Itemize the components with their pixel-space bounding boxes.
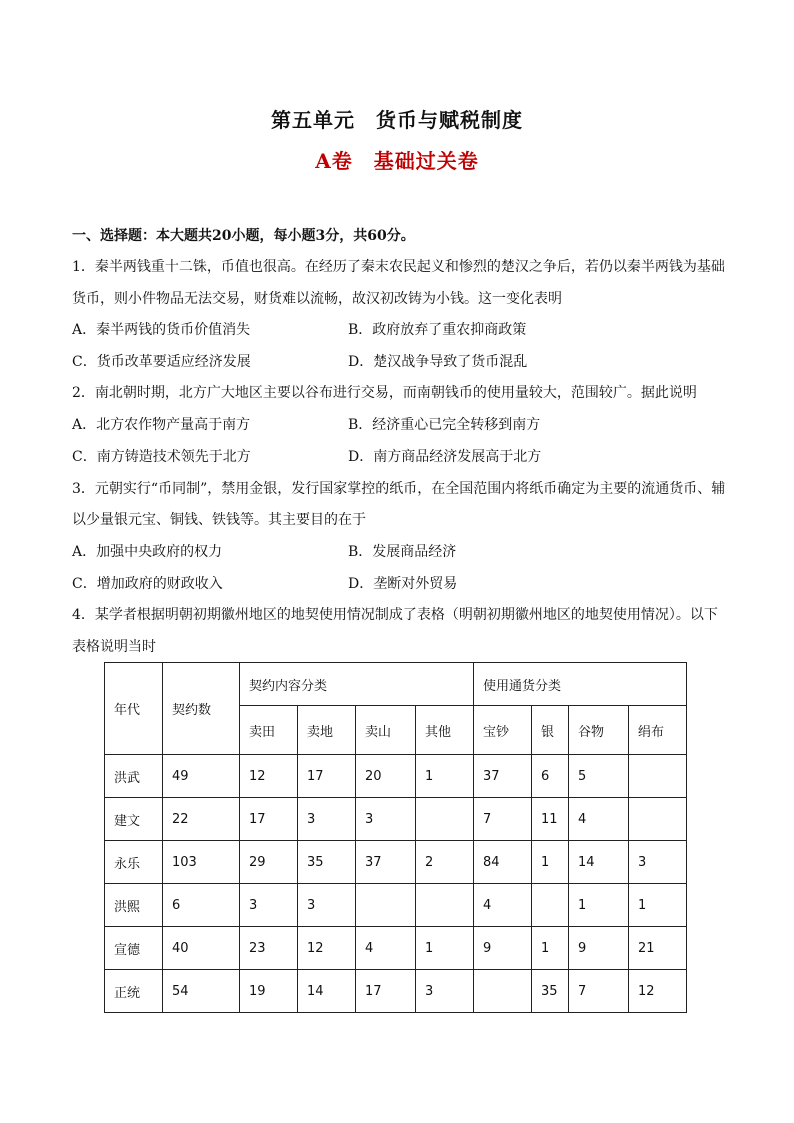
table-cell: 84 — [474, 841, 532, 884]
question-3-option-d: D．垄断对外贸易 — [348, 576, 458, 592]
question-3-line-2: 以少量银元宝、铜钱、铁钱等。其主要目的在于 — [72, 512, 366, 528]
subheader-cell: 谷物 — [569, 706, 629, 755]
table-cell — [416, 884, 474, 927]
table-cell: 2 — [416, 841, 474, 884]
table-cell: 54 — [163, 970, 240, 1013]
table-cell: 7 — [569, 970, 629, 1013]
table-cell: 1 — [629, 884, 687, 927]
table-cell: 17 — [298, 755, 356, 798]
subheader-cell: 卖山 — [356, 706, 416, 755]
question-4-line-2: 表格说明当时 — [72, 639, 156, 655]
table-cell: 12 — [240, 755, 298, 798]
table-cell: 1 — [416, 927, 474, 970]
table-row — [105, 970, 687, 1013]
table-cell: 4 — [474, 884, 532, 927]
table-cell: 1 — [416, 755, 474, 798]
table-cell: 103 — [163, 841, 240, 884]
subheader-cell: 宝钞 — [474, 706, 532, 755]
table-cell: 49 — [163, 755, 240, 798]
question-2-option-d: D．南方商品经济发展高于北方 — [348, 449, 542, 465]
question-4-line-1: 4．某学者根据明朝初期徽州地区的地契使用情况制成了表格（明朝初期徽州地区的地契使用情况）。以下 — [72, 607, 718, 623]
table-row — [105, 798, 687, 841]
table-cell: 40 — [163, 927, 240, 970]
table-cell: 35 — [532, 970, 569, 1013]
table-cell: 4 — [356, 927, 416, 970]
subheader-cell: 其他 — [416, 706, 474, 755]
table-cell: 1 — [532, 927, 569, 970]
table-row — [105, 927, 687, 970]
table-cell: 37 — [474, 755, 532, 798]
table-cell: 12 — [298, 927, 356, 970]
table-cell — [532, 884, 569, 927]
question-1-option-a: A．秦半两钱的货币价值消失 — [72, 322, 251, 338]
subheader-cell: 银 — [532, 706, 569, 755]
table-era-cell: 正统 — [105, 970, 163, 1013]
subheader-cell: 绢布 — [629, 706, 687, 755]
table-cell: 3 — [240, 884, 298, 927]
table-cell: 14 — [569, 841, 629, 884]
question-3-option-a: A．加强中央政府的权力 — [72, 544, 223, 560]
table-cell: 3 — [298, 884, 356, 927]
table-cell: 12 — [629, 970, 687, 1013]
header-era: 年代 — [105, 663, 163, 755]
land-deed-table — [104, 662, 687, 1013]
header-currency-used: 使用通货分类 — [474, 663, 687, 706]
table-cell: 3 — [416, 970, 474, 1013]
question-1-option-d: D．楚汉战争导致了货币混乱 — [348, 354, 528, 370]
table-cell: 4 — [569, 798, 629, 841]
table-cell: 37 — [356, 841, 416, 884]
table-cell: 14 — [298, 970, 356, 1013]
table-cell: 35 — [298, 841, 356, 884]
table-cell: 19 — [240, 970, 298, 1013]
table-era-cell: 洪熙 — [105, 884, 163, 927]
table-row — [105, 841, 687, 884]
table-cell — [474, 970, 532, 1013]
question-3-option-b: B．发展商品经济 — [348, 544, 457, 560]
question-1-line-2: 货币，则小件物品无法交易，财货难以流畅，故汉初改铸为小钱。这一变化表明 — [72, 291, 562, 307]
unit-title: 第五单元 货币与赋税制度 — [271, 108, 523, 132]
question-2-option-a: A．北方农作物产量高于南方 — [72, 417, 251, 433]
table-cell: 17 — [240, 798, 298, 841]
table-cell: 23 — [240, 927, 298, 970]
table-cell: 9 — [569, 927, 629, 970]
question-2-line-1: 2．南北朝时期，北方广大地区主要以谷布进行交易，而南朝钱币的使用量较大，范围较广。据此说明 — [72, 385, 697, 401]
table-cell — [356, 884, 416, 927]
subheader-cell: 卖地 — [298, 706, 356, 755]
table-cell: 21 — [629, 927, 687, 970]
table-cell: 6 — [532, 755, 569, 798]
table-cell — [629, 755, 687, 798]
table-cell: 1 — [532, 841, 569, 884]
table-cell: 22 — [163, 798, 240, 841]
table-cell: 3 — [356, 798, 416, 841]
table-era-cell: 永乐 — [105, 841, 163, 884]
table-era-cell: 建文 — [105, 798, 163, 841]
section-heading: 一、选择题：本大题共20小题，每小题3分，共60分。 — [72, 228, 415, 244]
table-row — [105, 755, 687, 798]
table-cell: 3 — [629, 841, 687, 884]
question-1-option-b: B．政府放弃了重农抑商政策 — [348, 322, 527, 338]
question-2-option-c: C．南方铸造技术领先于北方 — [72, 449, 251, 465]
table-body — [105, 755, 687, 1013]
table-era-cell: 洪武 — [105, 755, 163, 798]
paper-subtitle: A卷 基础过关卷 — [315, 149, 479, 173]
table-header-row — [105, 663, 687, 706]
header-contract-content: 契约内容分类 — [240, 663, 474, 706]
table-cell — [629, 798, 687, 841]
table-cell: 17 — [356, 970, 416, 1013]
table-cell: 7 — [474, 798, 532, 841]
question-2-option-b: B．经济重心已完全转移到南方 — [348, 417, 541, 433]
table-cell: 1 — [569, 884, 629, 927]
table-cell: 29 — [240, 841, 298, 884]
subheader-cell: 卖田 — [240, 706, 298, 755]
question-3-option-c: C．增加政府的财政收入 — [72, 576, 223, 592]
table-cell: 5 — [569, 755, 629, 798]
header-contract-count: 契约数 — [163, 663, 240, 755]
table-cell: 11 — [532, 798, 569, 841]
table-era-cell: 宣德 — [105, 927, 163, 970]
table-cell: 20 — [356, 755, 416, 798]
table-cell: 3 — [298, 798, 356, 841]
question-1-line-1: 1．秦半两钱重十二铢，币值也很高。在经历了秦末农民起义和惨烈的楚汉之争后，若仍以秦半两钱为基础 — [72, 259, 725, 275]
question-1-option-c: C．货币改革要适应经济发展 — [72, 354, 251, 370]
table-cell: 6 — [163, 884, 240, 927]
table-cell: 9 — [474, 927, 532, 970]
table-cell — [416, 798, 474, 841]
question-3-line-1: 3．元朝实行“币同制”，禁用金银，发行国家掌控的纸币，在全国范围内将纸币确定为主要的流通货币、辅 — [72, 481, 726, 497]
table-row — [105, 884, 687, 927]
